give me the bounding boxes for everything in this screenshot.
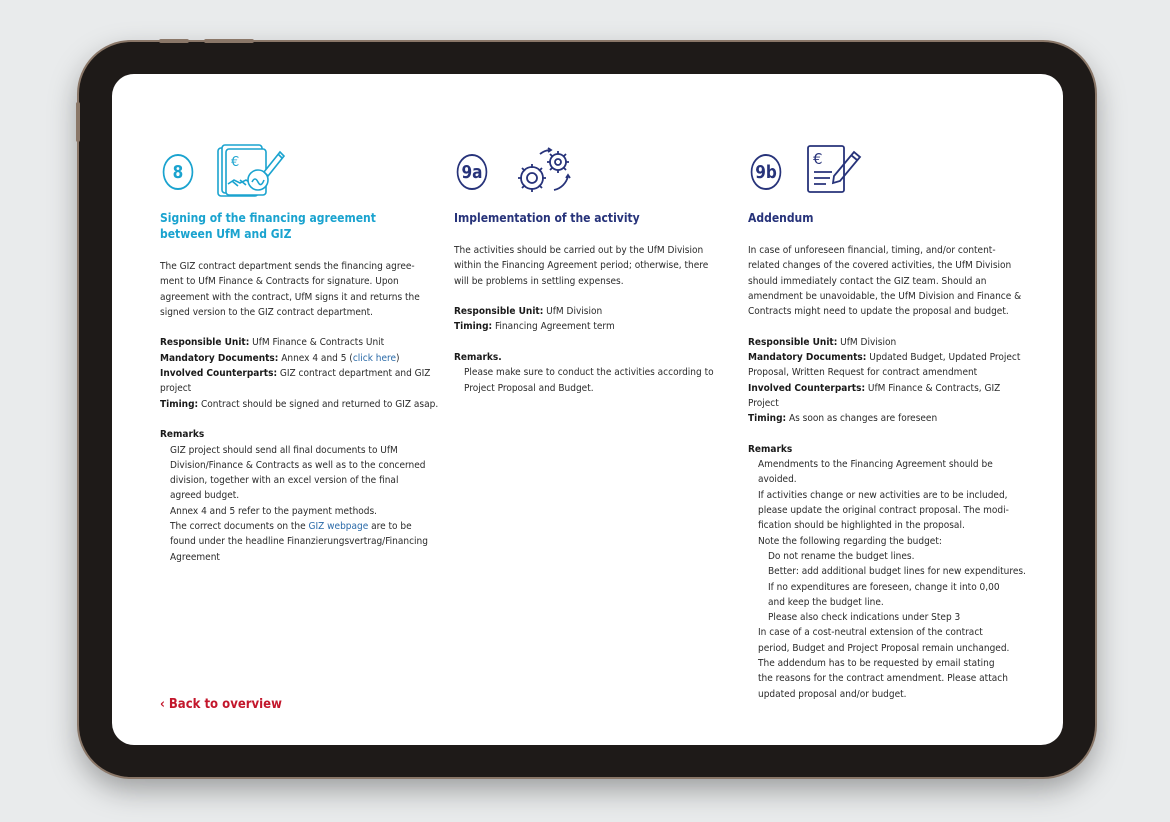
- remarks-heading: [160, 427, 440, 442]
- field-value: UfM Division: [837, 336, 897, 348]
- remark-line: period, Budget and Project Proposal remain unchanged.: [758, 642, 1010, 654]
- step-title: [160, 210, 440, 242]
- remark-line: the reasons for the contract amendment. Please attach: [758, 673, 1008, 685]
- click-here-link[interactable]: click here: [352, 352, 397, 364]
- remark-subline: Please also check indications under Step 3: [768, 612, 961, 624]
- remark-line: If activities change or new activities are to be included,: [758, 489, 1008, 501]
- remark-text: The correct documents on the: [170, 521, 309, 533]
- field-label: Timing:: [748, 413, 787, 425]
- field-label: Timing:: [454, 321, 493, 333]
- step-number-badge: 8: [163, 154, 194, 190]
- field-label: Involved Counterparts:: [160, 368, 278, 380]
- step-body: [748, 243, 1028, 702]
- remark-line: Agreement: [170, 551, 220, 563]
- intro-line: related changes of the covered activities, the UfM Division: [748, 260, 1012, 272]
- intro-line: The activities should be carried out by the UfM Division: [454, 245, 704, 256]
- field-value: ): [396, 352, 400, 364]
- remark-line: The addendum has to be requested by email stating: [758, 658, 995, 670]
- remark-line: [160, 519, 440, 534]
- intro-line: within the Financing Agreement period; otherwise, there: [454, 260, 709, 272]
- field-value: project: [160, 383, 192, 395]
- mandatory-documents: [748, 350, 1028, 365]
- field-value: UfM Finance & Contracts, GIZ Project: [748, 382, 1001, 409]
- step-title: Implementation of the activity: [454, 211, 640, 225]
- remarks-label: Remarks: [160, 429, 205, 441]
- intro-line: will be problems in settling expenses.: [454, 275, 624, 287]
- field-value: UfM Finance & Contracts Unit: [249, 337, 385, 349]
- remark-line: In case of a cost-neutral extension of the contract: [758, 627, 983, 639]
- remark-line: Division/Finance & Contracts as well as to the concerned: [170, 459, 426, 471]
- step-number-badge: 9b: [751, 154, 782, 190]
- field-value: Annex 4 and 5 (: [278, 352, 353, 364]
- intro-line: Contracts might need to update the proposal and budget.: [748, 306, 1009, 318]
- field-label: Mandatory Documents:: [160, 352, 279, 364]
- remark-subline: Do not rename the budget lines.: [768, 550, 915, 562]
- remark-line: GIZ project should send all final documents to UfM: [170, 444, 398, 456]
- step-title-line: between UfM and GIZ: [160, 227, 292, 241]
- gears-icon: [510, 146, 578, 202]
- remark-text: are to be: [368, 521, 412, 533]
- remark-line: avoided.: [758, 474, 797, 486]
- field-label: Mandatory Documents:: [748, 352, 867, 364]
- remark-line: updated proposal and/or budget.: [758, 688, 907, 700]
- remark-line: Please make sure to conduct the activities according to: [464, 367, 714, 379]
- intro-line: ment to UfM Finance & Contracts for signature. Upon: [160, 276, 399, 288]
- timing: [454, 319, 734, 334]
- svg-text:€: €: [813, 150, 823, 168]
- step-title: Addendum: [748, 211, 814, 225]
- intro-line: In case of unforeseen financial, timing, and/or content-: [748, 245, 996, 256]
- intro-line: signed version to the GIZ contract department.: [160, 306, 373, 318]
- tablet-button-side: [76, 102, 80, 142]
- responsible-unit: [748, 335, 1028, 350]
- remark-line: division, together with an excel version of the final: [170, 475, 399, 487]
- tablet-button-top: [204, 39, 254, 43]
- involved-counterparts: [160, 366, 440, 381]
- financing-agreement-icon: [216, 144, 288, 204]
- intro-line: amendment be unavoidable, the UfM Division and Finance &: [748, 290, 1022, 302]
- remark-line: Annex 4 and 5 refer to the payment methods.: [170, 505, 378, 517]
- document-edit-icon: [804, 142, 864, 202]
- remark-line: Project Proposal and Budget.: [464, 382, 594, 394]
- step-body: [160, 259, 440, 565]
- field-value: Contract should be signed and returned to GIZ asap.: [198, 398, 439, 410]
- remarks-heading: [748, 442, 1028, 457]
- remark-subline: and keep the budget line.: [768, 596, 884, 608]
- remarks-heading: [454, 350, 734, 365]
- step-number-badge: 9a: [457, 154, 488, 190]
- field-label: Responsible Unit:: [160, 337, 250, 349]
- field-value: Proposal, Written Request for contract amendment: [748, 367, 978, 379]
- remark-line: Amendments to the Financing Agreement should be: [758, 459, 993, 471]
- field-value: UfM Division: [543, 306, 603, 318]
- field-value: GIZ contract department and GIZ: [277, 368, 431, 380]
- field-label: Timing:: [160, 398, 199, 410]
- timing: [748, 411, 1028, 426]
- giz-webpage-link[interactable]: GIZ webpage: [308, 521, 369, 533]
- remarks-label: Remarks: [748, 443, 793, 455]
- timing: [160, 397, 440, 412]
- intro-line: should immediately contact the GIZ team. Should an: [748, 275, 987, 287]
- field-value: As soon as changes are foreseen: [786, 413, 938, 425]
- responsible-unit: [160, 335, 440, 350]
- remark-line: found under the headline Finanzierungsvertrag/Financing: [170, 536, 428, 548]
- intro-line: agreement with the contract, UfM signs it and returns the: [160, 291, 420, 303]
- remarks-label: Remarks.: [454, 352, 502, 364]
- remark-line: fication should be highlighted in the proposal.: [758, 520, 965, 532]
- intro-line: The GIZ contract department sends the financing agree-: [160, 261, 415, 272]
- back-to-overview-link[interactable]: ‹ Back to overview: [160, 697, 282, 712]
- field-label: Involved Counterparts:: [748, 382, 866, 394]
- field-value: Updated Budget, Updated Project: [866, 352, 1021, 364]
- step-title-line: Signing of the financing agreement: [160, 211, 376, 225]
- svg-text:€: €: [231, 155, 240, 170]
- field-value: Financing Agreement term: [492, 321, 615, 333]
- mandatory-documents: [160, 351, 440, 366]
- remark-line: agreed budget.: [170, 490, 240, 502]
- field-label: Responsible Unit:: [454, 306, 544, 318]
- remark-line: Note the following regarding the budget:: [758, 535, 942, 547]
- responsible-unit: [454, 304, 734, 319]
- remark-subline: If no expenditures are foreseen, change it into 0,00: [768, 581, 1000, 593]
- field-label: Responsible Unit:: [748, 336, 838, 348]
- tablet-screen: [112, 74, 1063, 745]
- step-body: [454, 243, 734, 396]
- remark-line: please update the original contract proposal. The modi-: [758, 505, 1009, 517]
- involved-counterparts: [748, 381, 1028, 412]
- tablet-button-top: [159, 39, 189, 43]
- remark-subline: Better: add additional budget lines for new expenditures.: [768, 566, 1026, 578]
